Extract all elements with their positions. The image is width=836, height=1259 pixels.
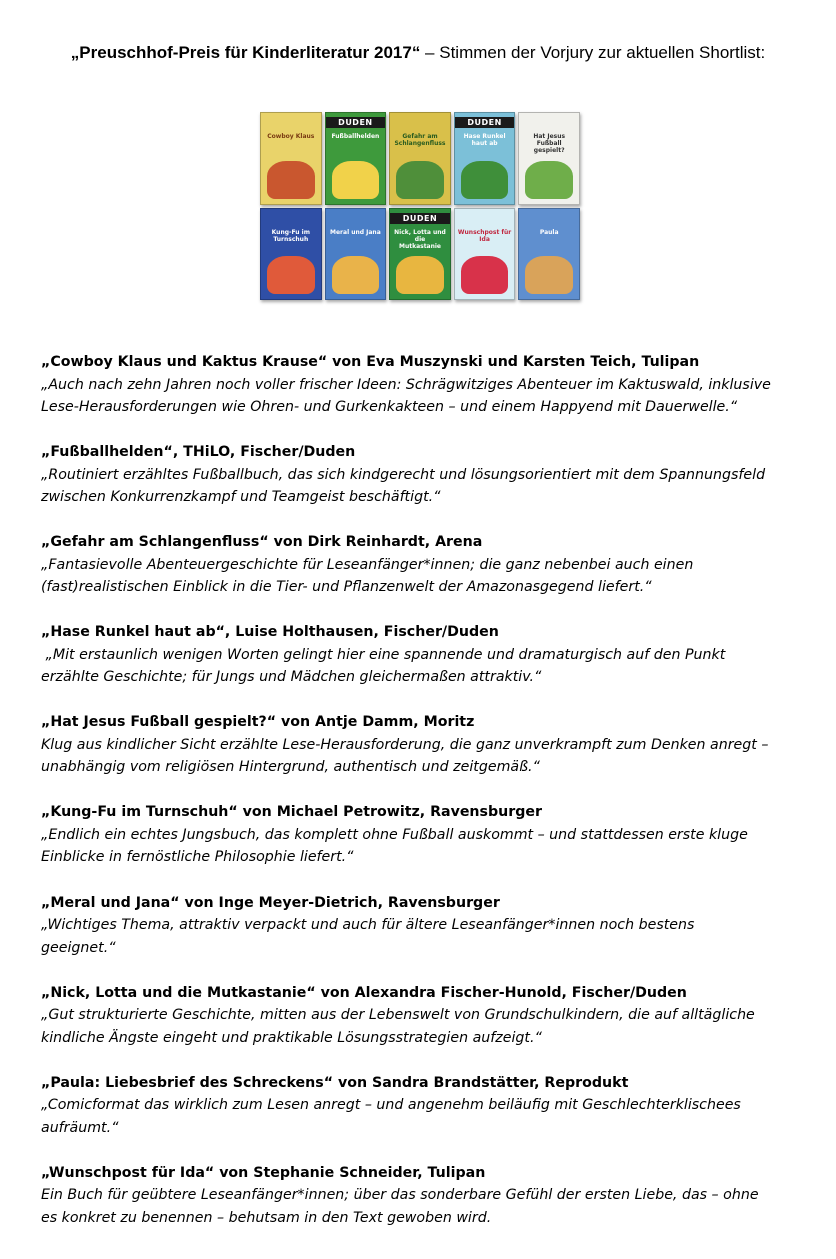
book-heading: „Gefahr am Schlangenfluss“ von Dirk Reinhardt, Arena (41, 534, 483, 551)
jury-quote-line: „Fantasievolle Abenteuergeschichte für Leseanfänger*innen; die ganz nebenbei auch einen (41, 556, 694, 573)
list-item (41, 711, 801, 779)
jury-quote-line: Einblicke in fernöstliche Philosophie liefert.“ (41, 849, 354, 866)
book-cover: Kung-Fu im Turnschuh (260, 208, 322, 301)
list-item (41, 441, 801, 509)
jury-quote-line: Klug aus kindlicher Sicht erzählte Lese-Herausforderung, die ganz unverkrampft zum Denken anregt – (41, 736, 769, 753)
book-cover: Meral und Jana (325, 208, 387, 301)
list-item (41, 982, 801, 1050)
book-covers-image (260, 112, 580, 300)
page-title (0, 42, 836, 64)
jury-quote-line: aufräumt.“ (41, 1119, 119, 1136)
jury-quote-line: es konkret zu benennen – behutsam in den Text gewoben wird. (41, 1209, 492, 1226)
jury-quote-line: Ein Buch für geübtere Leseanfänger*innen; über das sonderbare Gefühl der ersten Liebe, das – ohne (41, 1187, 759, 1204)
jury-quote-line: unabhängig vom religiösen Hintergrund, authentisch und zeitgemäß.“ (41, 759, 540, 776)
list-item (41, 1072, 801, 1140)
list-item (41, 351, 801, 419)
jury-quote-line: „Gut strukturierte Geschichte, mitten aus der Lebenswelt von Grundschulkindern, die auf alltägliche (41, 1007, 755, 1024)
list-item (41, 892, 801, 960)
book-heading: „Kung-Fu im Turnschuh“ von Michael Petrowitz, Ravensburger (41, 804, 543, 821)
book-cover: Cowboy Klaus (260, 112, 322, 205)
book-cover: DUDEN Hase Runkel haut ab (454, 112, 516, 205)
shortlist (41, 351, 801, 1252)
jury-quote-line: „Mit erstaunlich wenigen Worten gelingt hier eine spannende und dramaturgisch auf den Punkt (41, 646, 726, 663)
book-heading: „Hat Jesus Fußball gespielt?“ von Antje Damm, Moritz (41, 714, 475, 731)
jury-quote-line: „Comicformat das wirklich zum Lesen anregt – und angenehm beiläufig mit Geschlechterklischees (41, 1097, 741, 1114)
jury-quote-line: „Auch nach zehn Jahren noch voller frischer Ideen: Schrägwitziges Abenteuer im Kaktuswald, inklusive (41, 376, 771, 393)
page-title-bold: „Preuschhof-Preis für Kinderliteratur 2017“ (70, 43, 421, 62)
jury-quote-line: Lese-Herausforderungen wie Ohren- und Gurkenkakteen – und einem Happyend mit Dauerwelle.“ (41, 399, 738, 415)
jury-quote-line: kindliche Ängste eingeht und praktikable Lösungsstrategien aufzeigt.“ (41, 1029, 542, 1046)
book-cover: Paula (518, 208, 580, 301)
book-heading: „Hase Runkel haut ab“, Luise Holthausen, Fischer/Duden (41, 624, 499, 641)
jury-quote-line: geeignet.“ (41, 939, 116, 956)
book-cover: Gefahr am Schlangenfluss (389, 112, 451, 205)
book-cover: Wunschpost für Ida (454, 208, 516, 301)
page-title-rest: – Stimmen der Vorjury zur aktuellen Shortlist: (420, 43, 766, 62)
list-item (41, 531, 801, 599)
book-cover: DUDEN Fußballhelden (325, 112, 387, 205)
list-item (41, 621, 801, 689)
book-cover: DUDEN Nick, Lotta und die Mutkastanie (389, 208, 451, 301)
list-item (41, 801, 801, 869)
jury-quote-line: „Endlich ein echtes Jungsbuch, das komplett ohne Fußball auskommt – und stattdessen erste kluge (41, 826, 748, 843)
book-cover: Hat Jesus Fußball gespielt? (518, 112, 580, 205)
jury-quote-line: (fast)realistischen Einblick in die Tier- und Pflanzenwelt der Amazonasgegend liefert.“ (41, 579, 652, 596)
jury-quote-line: zwischen Konkurrenzkampf und Teamgeist beschäftigt.“ (41, 489, 441, 506)
book-heading: „Paula: Liebesbrief des Schreckens“ von Sandra Brandstätter, Reprodukt (41, 1074, 629, 1091)
jury-quote-line: „Wichtiges Thema, attraktiv verpackt und auch für ältere Leseanfänger*innen noch bestens (41, 917, 695, 934)
book-heading: „Cowboy Klaus und Kaktus Krause“ von Eva Muszynski und Karsten Teich, Tulipan (41, 354, 700, 370)
book-heading: „Fußballhelden“, THiLO, Fischer/Duden (41, 444, 356, 461)
list-item (41, 1162, 801, 1230)
book-heading: „Meral und Jana“ von Inge Meyer-Dietrich, Ravensburger (41, 894, 500, 911)
jury-quote-line: erzählte Geschichte; für Jungs und Mädchen gleichermaßen attraktiv.“ (41, 669, 542, 686)
book-heading: „Wunschpost für Ida“ von Stephanie Schneider, Tulipan (41, 1164, 486, 1181)
jury-quote-line: „Routiniert erzähltes Fußballbuch, das sich kindgerecht und lösungsorientiert mit dem Spannungsfeld (41, 466, 766, 483)
book-heading: „Nick, Lotta und die Mutkastanie“ von Alexandra Fischer-Hunold, Fischer/Duden (41, 984, 687, 1001)
